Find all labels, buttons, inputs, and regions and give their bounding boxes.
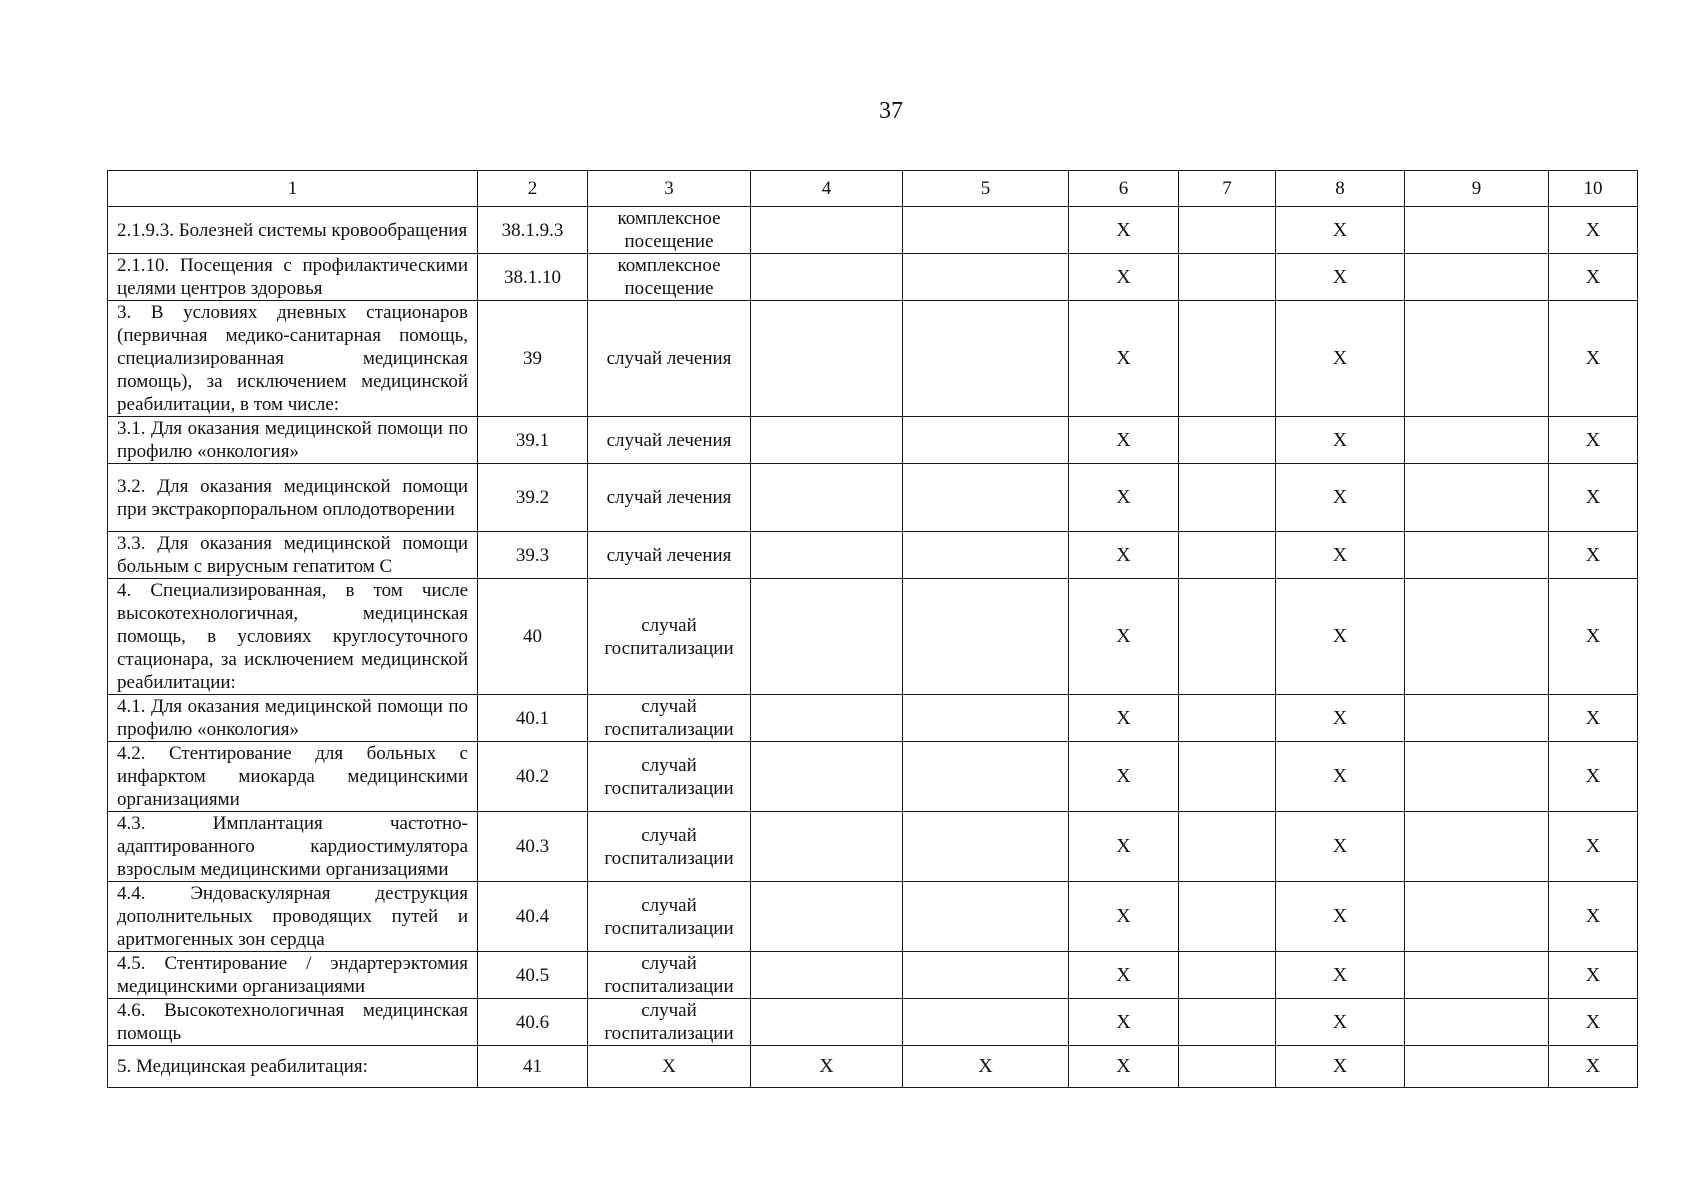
row-col10: X <box>1549 532 1638 579</box>
row-label: 4.4. Эндоваскулярная деструкция дополнительных проводящих путей и аритмогенных зон сердца <box>108 882 478 952</box>
row-col6: X <box>1069 742 1179 812</box>
row-col6: X <box>1069 695 1179 742</box>
row-col9 <box>1405 301 1549 417</box>
column-header: 1 <box>108 171 478 207</box>
column-header: 3 <box>588 171 751 207</box>
row-col7 <box>1179 579 1276 695</box>
row-code: 39.2 <box>478 464 588 532</box>
row-col5 <box>903 952 1069 999</box>
row-col9 <box>1405 812 1549 882</box>
table-row <box>108 417 1638 464</box>
column-header: 2 <box>478 171 588 207</box>
row-col4 <box>751 417 903 464</box>
row-col6: X <box>1069 952 1179 999</box>
row-col8: X <box>1276 952 1405 999</box>
row-col4 <box>751 301 903 417</box>
row-col6: X <box>1069 301 1179 417</box>
column-header: 6 <box>1069 171 1179 207</box>
table-body <box>108 207 1638 1088</box>
row-col7 <box>1179 207 1276 254</box>
row-col4 <box>751 742 903 812</box>
row-col7 <box>1179 695 1276 742</box>
row-col5 <box>903 882 1069 952</box>
row-col10: X <box>1549 254 1638 301</box>
column-header: 7 <box>1179 171 1276 207</box>
column-header: 4 <box>751 171 903 207</box>
table-row <box>108 1046 1638 1088</box>
row-col7 <box>1179 301 1276 417</box>
row-col5 <box>903 742 1069 812</box>
row-col8: X <box>1276 882 1405 952</box>
row-col4 <box>751 952 903 999</box>
row-col9 <box>1405 532 1549 579</box>
row-col10: X <box>1549 301 1638 417</box>
row-col9 <box>1405 1046 1549 1088</box>
row-col4 <box>751 532 903 579</box>
row-unit: комплексное посещение <box>588 254 751 301</box>
row-col9 <box>1405 207 1549 254</box>
row-col8: X <box>1276 254 1405 301</box>
row-unit: случай лечения <box>588 532 751 579</box>
row-col5 <box>903 464 1069 532</box>
row-unit: случай лечения <box>588 301 751 417</box>
row-col8: X <box>1276 464 1405 532</box>
row-col7 <box>1179 254 1276 301</box>
row-col10: X <box>1549 812 1638 882</box>
row-col7 <box>1179 812 1276 882</box>
table-row <box>108 532 1638 579</box>
table-row <box>108 695 1638 742</box>
row-label: 2.1.10. Посещения с профилактическими целями центров здоровья <box>108 254 478 301</box>
row-col9 <box>1405 464 1549 532</box>
row-col8: X <box>1276 695 1405 742</box>
row-col7 <box>1179 464 1276 532</box>
row-code: 40.6 <box>478 999 588 1046</box>
row-label: 4.5. Стентирование / эндартерэктомия медицинскими организациями <box>108 952 478 999</box>
row-col4 <box>751 812 903 882</box>
row-col4 <box>751 254 903 301</box>
row-col8: X <box>1276 999 1405 1046</box>
row-col5 <box>903 301 1069 417</box>
row-col4 <box>751 207 903 254</box>
column-header: 8 <box>1276 171 1405 207</box>
row-label: 3.3. Для оказания медицинской помощи больным с вирусным гепатитом С <box>108 532 478 579</box>
row-col4 <box>751 464 903 532</box>
row-col9 <box>1405 254 1549 301</box>
row-col7 <box>1179 417 1276 464</box>
row-col4: X <box>751 1046 903 1088</box>
table-row <box>108 464 1638 532</box>
row-col6: X <box>1069 254 1179 301</box>
row-col6: X <box>1069 532 1179 579</box>
row-col6: X <box>1069 882 1179 952</box>
row-col9 <box>1405 695 1549 742</box>
row-col9 <box>1405 579 1549 695</box>
row-unit: случай госпитализации <box>588 882 751 952</box>
row-unit: случай лечения <box>588 417 751 464</box>
table-row <box>108 254 1638 301</box>
row-label: 3.1. Для оказания медицинской помощи по профилю «онкология» <box>108 417 478 464</box>
row-col7 <box>1179 742 1276 812</box>
header-row <box>108 171 1638 207</box>
row-col10: X <box>1549 952 1638 999</box>
row-label: 4.3. Имплантация частотно-адаптированного кардиостимулятора взрослым медицинскими организациями <box>108 812 478 882</box>
row-col5 <box>903 417 1069 464</box>
row-code: 39 <box>478 301 588 417</box>
row-unit: случай госпитализации <box>588 952 751 999</box>
row-col10: X <box>1549 417 1638 464</box>
row-col8: X <box>1276 812 1405 882</box>
row-col5 <box>903 579 1069 695</box>
row-col5 <box>903 254 1069 301</box>
row-unit: случай госпитализации <box>588 999 751 1046</box>
row-label: 5. Медицинская реабилитация: <box>108 1046 478 1088</box>
row-unit: случай госпитализации <box>588 812 751 882</box>
row-col5: X <box>903 1046 1069 1088</box>
row-col10: X <box>1549 695 1638 742</box>
row-label: 4.1. Для оказания медицинской помощи по профилю «онкология» <box>108 695 478 742</box>
row-col9 <box>1405 882 1549 952</box>
table-row <box>108 207 1638 254</box>
data-table <box>107 170 1638 1088</box>
row-code: 40.1 <box>478 695 588 742</box>
row-code: 41 <box>478 1046 588 1088</box>
row-code: 38.1.9.3 <box>478 207 588 254</box>
row-col8: X <box>1276 1046 1405 1088</box>
row-label: 3. В условиях дневных стационаров (первичная медико-санитарная помощь, специализированная медицинская помощь), за исключением медицинской реабилитации, в том числе: <box>108 301 478 417</box>
row-col6: X <box>1069 417 1179 464</box>
row-col7 <box>1179 1046 1276 1088</box>
table-row <box>108 952 1638 999</box>
row-code: 39.3 <box>478 532 588 579</box>
row-col10: X <box>1549 579 1638 695</box>
page-number: 37 <box>879 98 903 124</box>
row-col8: X <box>1276 579 1405 695</box>
row-col10: X <box>1549 882 1638 952</box>
row-col10: X <box>1549 742 1638 812</box>
row-code: 40.4 <box>478 882 588 952</box>
table-row <box>108 812 1638 882</box>
row-unit: случай госпитализации <box>588 579 751 695</box>
row-col6: X <box>1069 464 1179 532</box>
row-col5 <box>903 999 1069 1046</box>
row-col8: X <box>1276 301 1405 417</box>
row-col7 <box>1179 532 1276 579</box>
column-header: 5 <box>903 171 1069 207</box>
table-row <box>108 999 1638 1046</box>
row-col4 <box>751 882 903 952</box>
row-col10: X <box>1549 1046 1638 1088</box>
row-col10: X <box>1549 207 1638 254</box>
column-header: 9 <box>1405 171 1549 207</box>
row-col8: X <box>1276 532 1405 579</box>
row-code: 40 <box>478 579 588 695</box>
row-label: 2.1.9.3. Болезней системы кровообращения <box>108 207 478 254</box>
row-col4 <box>751 579 903 695</box>
row-col10: X <box>1549 464 1638 532</box>
row-col8: X <box>1276 207 1405 254</box>
row-label: 4.6. Высокотехнологичная медицинская помощь <box>108 999 478 1046</box>
row-col8: X <box>1276 417 1405 464</box>
row-col6: X <box>1069 1046 1179 1088</box>
row-col5 <box>903 207 1069 254</box>
row-label: 4. Специализированная, в том числе высокотехнологичная, медицинская помощь, в условиях круглосуточного стационара, за исключением медицинской реабилитации: <box>108 579 478 695</box>
table-row <box>108 882 1638 952</box>
table-row <box>108 579 1638 695</box>
row-col7 <box>1179 882 1276 952</box>
row-col10: X <box>1549 999 1638 1046</box>
row-label: 3.2. Для оказания медицинской помощи при экстракорпоральном оплодотворении <box>108 464 478 532</box>
row-code: 38.1.10 <box>478 254 588 301</box>
row-unit: случай лечения <box>588 464 751 532</box>
row-col7 <box>1179 999 1276 1046</box>
row-col4 <box>751 999 903 1046</box>
row-unit: случай госпитализации <box>588 742 751 812</box>
table-row <box>108 301 1638 417</box>
row-col6: X <box>1069 207 1179 254</box>
row-col9 <box>1405 952 1549 999</box>
row-code: 40.3 <box>478 812 588 882</box>
table-row <box>108 742 1638 812</box>
row-label: 4.2. Стентирование для больных с инфарктом миокарда медицинскими организациями <box>108 742 478 812</box>
row-col9 <box>1405 417 1549 464</box>
row-unit: X <box>588 1046 751 1088</box>
row-code: 40.5 <box>478 952 588 999</box>
row-code: 39.1 <box>478 417 588 464</box>
row-col9 <box>1405 999 1549 1046</box>
row-unit: комплексное посещение <box>588 207 751 254</box>
row-col6: X <box>1069 999 1179 1046</box>
row-col8: X <box>1276 742 1405 812</box>
row-col6: X <box>1069 579 1179 695</box>
row-col6: X <box>1069 812 1179 882</box>
row-col4 <box>751 695 903 742</box>
column-header: 10 <box>1549 171 1638 207</box>
row-col7 <box>1179 952 1276 999</box>
row-col9 <box>1405 742 1549 812</box>
row-col5 <box>903 812 1069 882</box>
row-col5 <box>903 532 1069 579</box>
row-col5 <box>903 695 1069 742</box>
row-unit: случай госпитализации <box>588 695 751 742</box>
row-code: 40.2 <box>478 742 588 812</box>
